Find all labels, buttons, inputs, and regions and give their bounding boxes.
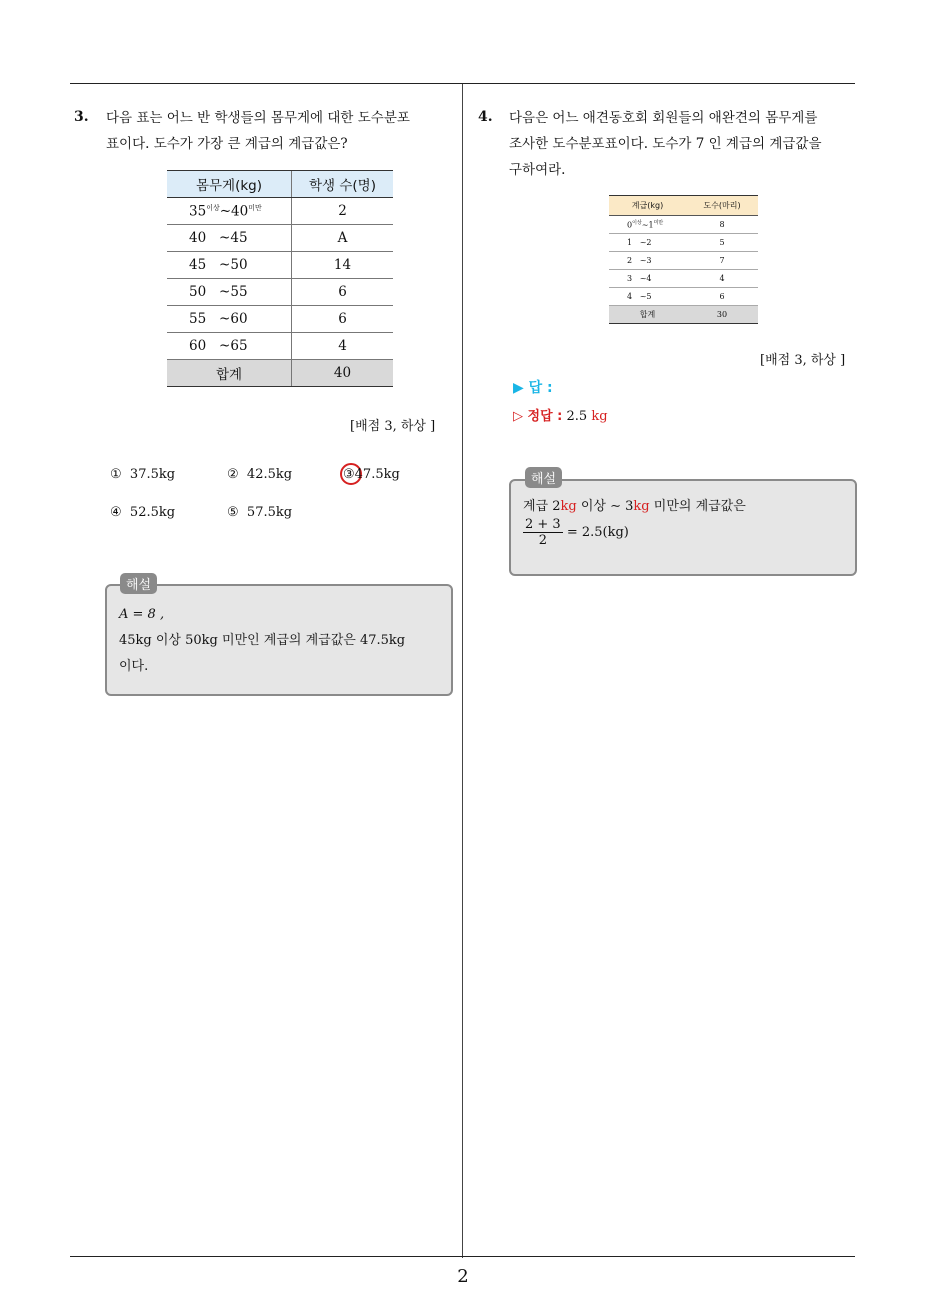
col-header-count: 도수(마리) [686,196,758,216]
table-header [609,196,758,216]
range-cell: 2 ~3 [609,252,686,270]
correct-unit: kg [591,409,608,424]
value-cell: 5 [686,234,758,252]
table-row [167,198,393,225]
value-cell: 14 [292,252,394,279]
answer-input-area[interactable] [580,376,780,396]
table-row [167,306,393,333]
q3-number: 3. [74,109,89,125]
value-cell: 6 [292,279,394,306]
table-row [167,225,393,252]
total-label: 합계 [609,306,686,324]
bottom-rule [70,1256,855,1257]
q4-explanation-box [509,479,857,576]
table-row [609,234,758,252]
column-divider [462,84,463,1258]
col-header-count: 학생 수(명) [292,171,394,198]
q4-text-line1: 다음은 어느 애견동호회 회원들의 애완견의 몸무게를 [509,110,818,126]
q4-text-line3: 구하여라. [509,162,566,178]
q4-explanation-tag: 해설 [525,467,562,488]
q3-frequency-table [167,170,393,387]
q3-explanation-box [105,584,453,696]
choice-3[interactable]: ③47.5kg [343,467,400,482]
table-header [167,171,393,198]
table-row [167,279,393,306]
table-row [609,288,758,306]
value-cell: 6 [292,306,394,333]
explanation-formula: $\frac{2 + 3}{2}$ = 2.5(kg) [525,517,629,548]
col-header-class: 계급(kg) [609,196,686,216]
total-value: 30 [686,306,758,324]
q4-frequency-table [609,195,758,324]
choice-2[interactable]: ② 42.5kg [227,467,293,482]
range-cell: 40 ~45 [167,225,292,252]
choice-4[interactable]: ④ 52.5kg [110,505,176,520]
range-cell: 45 ~50 [167,252,292,279]
fraction: $\frac{2 + 3}{2}$ [525,517,561,548]
range-cell: $0^{이상}\sim 1^{미만}$ [609,216,686,234]
total-value: 40 [292,360,394,387]
value-cell: 6 [686,288,758,306]
explanation-line: A = 8 , [119,607,165,622]
q4-number: 4. [478,109,493,125]
table-row [609,216,758,234]
table-row [609,252,758,270]
range-cell: 55 ~60 [167,306,292,333]
value-cell: A [292,225,394,252]
choice-5[interactable]: ⑤ 57.5kg [227,505,293,520]
q3-text [106,105,456,157]
range-cell: 50 ~55 [167,279,292,306]
q4-score: [배점 3, 하상 ] [760,353,846,368]
q3-text-line1: 다음 표는 어느 반 학생들의 몸무게에 대한 도수분포 [106,110,410,126]
range-cell: 1 ~2 [609,234,686,252]
range-cell: 3 ~4 [609,270,686,288]
q3-explanation-tag: 해설 [120,573,157,594]
range-cell: 4 ~5 [609,288,686,306]
value-cell: 7 [686,252,758,270]
page-number: 2 [457,1266,469,1287]
table-row [167,333,393,360]
range-cell: 60 ~65 [167,333,292,360]
explanation-line: 이다. [119,659,149,674]
correct-label: ▷ 정답 : [513,409,563,424]
correct-value: 2.5 [566,409,588,424]
range-cell: $35^{이상}\sim 40^{미만}$ [167,198,292,225]
table-total-row [167,360,393,387]
choice-1[interactable]: ① 37.5kg [110,467,176,482]
correct-answer [513,405,608,424]
col-header-weight: 몸무게(kg) [167,171,292,198]
table-row [609,270,758,288]
explanation-line: 45kg 이상 50kg 미만인 계급의 계급값은 47.5kg [119,633,406,648]
q3-text-line2: 표이다. 도수가 가장 큰 계급의 계급값은? [106,136,348,152]
q4-text [509,105,859,183]
value-cell: 4 [292,333,394,360]
table-row [167,252,393,279]
value-cell: 2 [292,198,394,225]
table-total-row [609,306,758,324]
q4-text-line2: 조사한 도수분포표이다. 도수가 7 인 계급의 계급값을 [509,136,822,152]
value-cell: 4 [686,270,758,288]
answer-label: ▶ 답 : [513,380,553,396]
total-label: 합계 [167,360,292,387]
value-cell: 8 [686,216,758,234]
explanation-line: 계급 2kg 이상 ∼ 3kg 미만의 계급값은 [523,499,746,514]
q3-score: [배점 3, 하상 ] [350,419,436,434]
